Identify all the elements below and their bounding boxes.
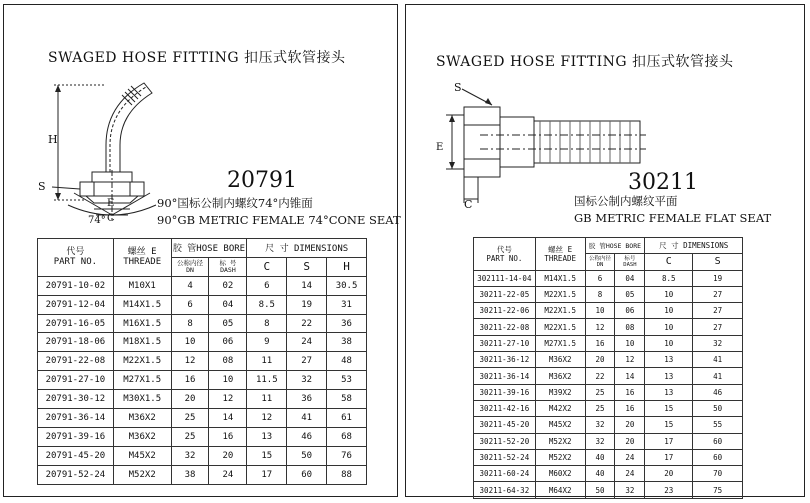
table-cell: 10 bbox=[645, 286, 693, 302]
table-cell: 06 bbox=[209, 333, 247, 352]
table-cell: 23 bbox=[645, 482, 693, 498]
left-col-bore: 胶 管HOSE BORE bbox=[171, 239, 247, 258]
table-cell: 10 bbox=[645, 335, 693, 351]
table-row bbox=[474, 417, 743, 433]
table-row bbox=[474, 400, 743, 416]
table-cell: 27 bbox=[693, 303, 743, 319]
table-cell: 20791-36-14 bbox=[38, 409, 114, 428]
table-cell: 14 bbox=[615, 368, 645, 384]
right-col-dims: 尺 寸 DIMENSIONS bbox=[645, 238, 743, 254]
table-cell: 32 bbox=[171, 446, 209, 465]
left-label-angle: 74° bbox=[88, 215, 106, 226]
table-cell: M22X1.5 bbox=[535, 319, 585, 335]
table-cell: M10X1 bbox=[113, 276, 171, 295]
table-cell: 06 bbox=[615, 303, 645, 319]
right-desc-en: GB METRIC FEMALE FLAT SEAT bbox=[574, 211, 772, 225]
table-cell: 8 bbox=[585, 286, 615, 302]
table-cell: 50 bbox=[287, 446, 327, 465]
table-cell: 20 bbox=[615, 417, 645, 433]
right-model-number: 30211 bbox=[628, 170, 698, 195]
right-label-e: E bbox=[436, 142, 444, 153]
left-col-dims: 尺 寸 DIMENSIONS bbox=[247, 239, 367, 258]
table-cell: 10 bbox=[209, 371, 247, 390]
right-label-s: S bbox=[454, 81, 462, 94]
table-cell: 12 bbox=[615, 352, 645, 368]
table-cell: 20791-12-04 bbox=[38, 295, 114, 314]
table-cell: 04 bbox=[209, 295, 247, 314]
table-cell: 46 bbox=[693, 384, 743, 400]
right-panel bbox=[405, 4, 805, 497]
table-cell: 11 bbox=[247, 352, 287, 371]
table-cell: 20791-16-05 bbox=[38, 314, 114, 333]
table-cell: 76 bbox=[327, 446, 367, 465]
table-cell: 20791-10-02 bbox=[38, 276, 114, 295]
table-cell: 48 bbox=[327, 352, 367, 371]
table-cell: 12 bbox=[247, 409, 287, 428]
table-cell: 15 bbox=[645, 400, 693, 416]
table-row bbox=[474, 286, 743, 302]
table-cell: 20791-18-06 bbox=[38, 333, 114, 352]
table-cell: 30211-60-24 bbox=[474, 466, 536, 482]
table-cell: 8.5 bbox=[247, 295, 287, 314]
table-cell: 20 bbox=[615, 433, 645, 449]
table-cell: 13 bbox=[645, 368, 693, 384]
right-table-body bbox=[474, 270, 743, 498]
table-cell: M27X1.5 bbox=[113, 371, 171, 390]
table-cell: 11 bbox=[247, 390, 287, 409]
table-cell: 30211-22-06 bbox=[474, 303, 536, 319]
table-cell: M42X2 bbox=[535, 400, 585, 416]
table-cell: 8 bbox=[171, 314, 209, 333]
table-cell: 05 bbox=[209, 314, 247, 333]
table-cell: 10 bbox=[645, 303, 693, 319]
table-row bbox=[474, 466, 743, 482]
table-cell: 02 bbox=[209, 276, 247, 295]
table-cell: 14 bbox=[209, 409, 247, 428]
table-cell: M52X2 bbox=[113, 465, 171, 484]
table-cell: 20 bbox=[171, 390, 209, 409]
table-cell: 16 bbox=[171, 371, 209, 390]
right-col-dn: 公称内径 DN bbox=[585, 254, 615, 270]
table-cell: 30211-22-08 bbox=[474, 319, 536, 335]
table-cell: M30X1.5 bbox=[113, 390, 171, 409]
table-row bbox=[474, 270, 743, 286]
table-row bbox=[474, 335, 743, 351]
table-cell: 46 bbox=[287, 427, 327, 446]
table-row bbox=[38, 314, 367, 333]
table-cell: 30211-45-20 bbox=[474, 417, 536, 433]
table-cell: 6 bbox=[247, 276, 287, 295]
table-cell: 24 bbox=[615, 466, 645, 482]
table-cell: M22X1.5 bbox=[535, 286, 585, 302]
table-row bbox=[38, 352, 367, 371]
left-panel bbox=[3, 4, 401, 497]
table-cell: 6 bbox=[171, 295, 209, 314]
table-cell: 41 bbox=[693, 352, 743, 368]
table-cell: M64X2 bbox=[535, 482, 585, 498]
table-cell: 10 bbox=[171, 333, 209, 352]
table-cell: 30211-22-05 bbox=[474, 286, 536, 302]
table-row bbox=[474, 303, 743, 319]
table-row bbox=[38, 427, 367, 446]
table-cell: 40 bbox=[585, 449, 615, 465]
table-cell: 40 bbox=[585, 466, 615, 482]
table-cell: 10 bbox=[585, 303, 615, 319]
left-col-h: H bbox=[327, 257, 367, 276]
table-cell: 12 bbox=[171, 352, 209, 371]
table-cell: 9 bbox=[247, 333, 287, 352]
table-cell: 36 bbox=[327, 314, 367, 333]
table-cell: 4 bbox=[171, 276, 209, 295]
table-cell: 32 bbox=[585, 433, 615, 449]
table-cell: 32 bbox=[615, 482, 645, 498]
table-row bbox=[38, 465, 367, 484]
left-col-dn: 公称内径 DN bbox=[171, 257, 209, 276]
table-cell: 30211-52-20 bbox=[474, 433, 536, 449]
table-cell: 17 bbox=[645, 433, 693, 449]
table-cell: 14 bbox=[287, 276, 327, 295]
table-cell: M36X2 bbox=[113, 427, 171, 446]
table-cell: 16 bbox=[615, 400, 645, 416]
table-cell: 22 bbox=[287, 314, 327, 333]
table-cell: M36X2 bbox=[113, 409, 171, 428]
table-cell: 20791-27-10 bbox=[38, 371, 114, 390]
right-col-thread: 螺丝 E THREADE bbox=[535, 238, 585, 271]
table-row bbox=[474, 368, 743, 384]
left-label-s: S bbox=[38, 180, 46, 193]
right-title: SWAGED HOSE FITTING 扣压式软管接头 bbox=[436, 54, 734, 70]
table-cell: 24 bbox=[209, 465, 247, 484]
table-cell: 30211-42-16 bbox=[474, 400, 536, 416]
table-cell: 30.5 bbox=[327, 276, 367, 295]
table-cell: 25 bbox=[585, 384, 615, 400]
left-desc-cn: 90°国标公制内螺纹74°内锥面 bbox=[157, 196, 313, 210]
table-cell: 58 bbox=[327, 390, 367, 409]
table-cell: 60 bbox=[287, 465, 327, 484]
table-cell: M52X2 bbox=[535, 433, 585, 449]
left-title: SWAGED HOSE FITTING 扣压式软管接头 bbox=[48, 50, 346, 66]
table-cell: 60 bbox=[693, 449, 743, 465]
table-row bbox=[38, 446, 367, 465]
table-cell: 30211-64-32 bbox=[474, 482, 536, 498]
table-cell: M16X1.5 bbox=[113, 314, 171, 333]
table-cell: 05 bbox=[615, 286, 645, 302]
table-cell: 38 bbox=[171, 465, 209, 484]
table-row bbox=[38, 371, 367, 390]
table-cell: 19 bbox=[287, 295, 327, 314]
table-cell: 13 bbox=[645, 352, 693, 368]
table-cell: 24 bbox=[287, 333, 327, 352]
table-cell: 22 bbox=[585, 368, 615, 384]
table-cell: 15 bbox=[247, 446, 287, 465]
table-cell: 13 bbox=[645, 384, 693, 400]
table-cell: M60X2 bbox=[535, 466, 585, 482]
table-row bbox=[38, 295, 367, 314]
table-cell: 88 bbox=[327, 465, 367, 484]
table-cell: 27 bbox=[287, 352, 327, 371]
table-cell: 08 bbox=[209, 352, 247, 371]
table-cell: 20791-39-16 bbox=[38, 427, 114, 446]
right-col-part: 代号 PART NO. bbox=[474, 238, 536, 271]
table-cell: 24 bbox=[615, 449, 645, 465]
left-col-part: 代号 PART NO. bbox=[38, 239, 114, 277]
table-cell: 20791-30-12 bbox=[38, 390, 114, 409]
table-cell: 16 bbox=[585, 335, 615, 351]
table-cell: 20791-52-24 bbox=[38, 465, 114, 484]
table-cell: 53 bbox=[327, 371, 367, 390]
table-row bbox=[474, 384, 743, 400]
left-label-h: H bbox=[48, 133, 58, 146]
table-row bbox=[38, 390, 367, 409]
table-cell: 55 bbox=[693, 417, 743, 433]
table-cell: 04 bbox=[615, 270, 645, 286]
left-col-thread: 螺丝 E THREADE bbox=[113, 239, 171, 277]
left-desc-en: 90°GB METRIC FEMALE 74°CONE SEAT bbox=[157, 213, 401, 227]
table-cell: 27 bbox=[693, 319, 743, 335]
table-cell: 20791-22-08 bbox=[38, 352, 114, 371]
table-cell: M45X2 bbox=[535, 417, 585, 433]
table-cell: 41 bbox=[693, 368, 743, 384]
table-cell: M14X1.5 bbox=[535, 270, 585, 286]
table-cell: M22X1.5 bbox=[535, 303, 585, 319]
right-desc-cn: 国标公制内螺纹平面 bbox=[574, 194, 678, 208]
table-cell: 30211-36-12 bbox=[474, 352, 536, 368]
left-col-dash: 标 号 DASH bbox=[209, 257, 247, 276]
right-spec-table bbox=[473, 237, 743, 499]
table-cell: 11.5 bbox=[247, 371, 287, 390]
table-cell: 41 bbox=[287, 409, 327, 428]
table-cell: 13 bbox=[247, 427, 287, 446]
right-col-dash: 标号 DASH bbox=[615, 254, 645, 270]
left-spec-table bbox=[37, 238, 367, 485]
table-row bbox=[474, 319, 743, 335]
table-row bbox=[474, 352, 743, 368]
table-row bbox=[38, 333, 367, 352]
table-cell: 70 bbox=[693, 466, 743, 482]
table-cell: M52X2 bbox=[535, 449, 585, 465]
table-cell: M45X2 bbox=[113, 446, 171, 465]
left-label-e: E bbox=[107, 198, 115, 209]
straight-fitting-drawing bbox=[428, 77, 658, 207]
table-cell: 61 bbox=[327, 409, 367, 428]
right-label-c: C bbox=[464, 198, 473, 211]
table-cell: M39X2 bbox=[535, 384, 585, 400]
table-cell: 12 bbox=[209, 390, 247, 409]
left-table-body bbox=[38, 276, 367, 484]
table-cell: M36X2 bbox=[535, 368, 585, 384]
table-cell: 19 bbox=[693, 270, 743, 286]
table-cell: 25 bbox=[171, 409, 209, 428]
table-cell: 08 bbox=[615, 319, 645, 335]
right-col-s: S bbox=[693, 254, 743, 270]
table-cell: 30211-39-16 bbox=[474, 384, 536, 400]
table-row bbox=[474, 449, 743, 465]
table-cell: M27X1.5 bbox=[535, 335, 585, 351]
table-cell: 36 bbox=[287, 390, 327, 409]
table-cell: 17 bbox=[645, 449, 693, 465]
table-cell: 20 bbox=[209, 446, 247, 465]
table-row bbox=[474, 482, 743, 498]
table-cell: 68 bbox=[327, 427, 367, 446]
table-cell: 32 bbox=[693, 335, 743, 351]
table-cell: 8.5 bbox=[645, 270, 693, 286]
table-row bbox=[38, 276, 367, 295]
table-cell: 75 bbox=[693, 482, 743, 498]
table-cell: 30211-52-24 bbox=[474, 449, 536, 465]
table-cell: 16 bbox=[209, 427, 247, 446]
table-cell: 302111-14-04 bbox=[474, 270, 536, 286]
table-cell: 31 bbox=[327, 295, 367, 314]
table-cell: M22X1.5 bbox=[113, 352, 171, 371]
right-col-bore: 胶 管HOSE BORE bbox=[585, 238, 645, 254]
table-cell: 15 bbox=[645, 417, 693, 433]
table-cell: 6 bbox=[585, 270, 615, 286]
right-col-c: C bbox=[645, 254, 693, 270]
table-cell: 30211-36-14 bbox=[474, 368, 536, 384]
table-cell: 25 bbox=[171, 427, 209, 446]
table-cell: 20 bbox=[645, 466, 693, 482]
table-cell: 32 bbox=[287, 371, 327, 390]
table-cell: 50 bbox=[693, 400, 743, 416]
table-cell: 32 bbox=[585, 417, 615, 433]
table-cell: 10 bbox=[615, 335, 645, 351]
table-cell: 25 bbox=[585, 400, 615, 416]
table-row bbox=[474, 433, 743, 449]
table-cell: M14X1.5 bbox=[113, 295, 171, 314]
left-model-number: 20791 bbox=[227, 168, 297, 193]
table-cell: 17 bbox=[247, 465, 287, 484]
table-cell: 12 bbox=[585, 319, 615, 335]
table-row bbox=[38, 409, 367, 428]
table-cell: 10 bbox=[645, 319, 693, 335]
table-cell: 20791-45-20 bbox=[38, 446, 114, 465]
table-cell: 8 bbox=[247, 314, 287, 333]
table-cell: M18X1.5 bbox=[113, 333, 171, 352]
table-cell: 60 bbox=[693, 433, 743, 449]
table-cell: 50 bbox=[585, 482, 615, 498]
table-cell: 27 bbox=[693, 286, 743, 302]
table-cell: 20 bbox=[585, 352, 615, 368]
table-cell: 30211-27-10 bbox=[474, 335, 536, 351]
table-cell: M36X2 bbox=[535, 352, 585, 368]
left-label-c: C bbox=[107, 213, 115, 224]
left-col-s: S bbox=[287, 257, 327, 276]
left-col-c: C bbox=[247, 257, 287, 276]
table-cell: 16 bbox=[615, 384, 645, 400]
table-cell: 38 bbox=[327, 333, 367, 352]
